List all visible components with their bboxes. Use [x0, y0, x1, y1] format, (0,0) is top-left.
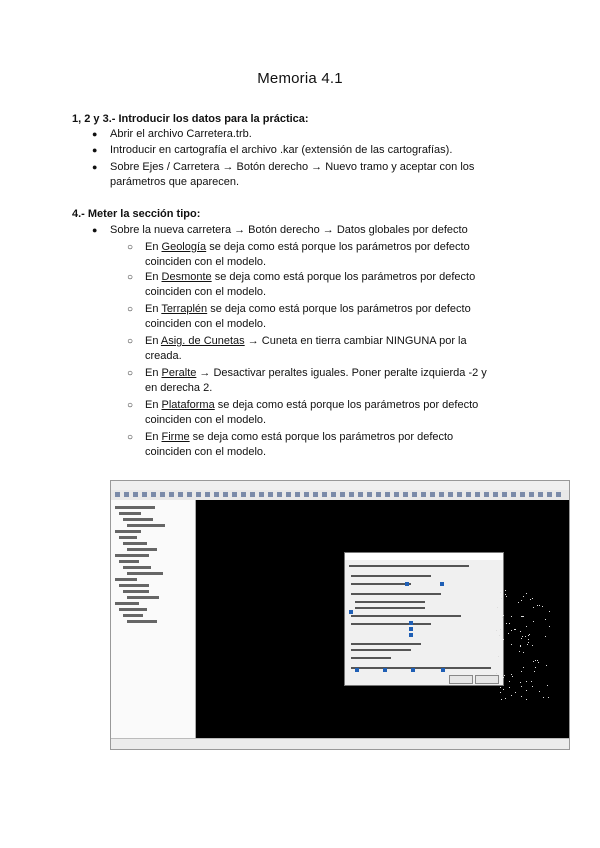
tree-node: [115, 602, 139, 605]
map-point: [501, 598, 502, 599]
toolbar-glyph: [304, 492, 309, 497]
map-point: [520, 645, 521, 646]
sub-item-text: → Cuneta en tierra cambiar NINGUNA por la: [244, 335, 467, 347]
toolbar-glyph: [277, 492, 282, 497]
sub-item-prefix: En: [145, 303, 162, 315]
dialog-titlebar: [345, 553, 503, 560]
map-point: [543, 697, 544, 698]
dialog-button[interactable]: [449, 675, 473, 684]
sub-item-term: Desmonte: [161, 271, 212, 283]
toolbar-glyph: [313, 492, 318, 497]
toolbar-glyph: [394, 492, 399, 497]
map-point: [537, 605, 538, 606]
toolbar-glyph: [286, 492, 291, 497]
checkbox-icon[interactable]: [409, 633, 413, 637]
sub-item-text: se deja como está porque los parámetros por defecto: [211, 271, 476, 283]
toolbar-glyph: [466, 492, 471, 497]
bullet-icon: ●: [92, 225, 98, 235]
sub-item-term: Plataforma: [161, 399, 215, 411]
list-item-text: Sobre Ejes / Carretera → Botón derecho → Nuevo tramo y aceptar con los: [110, 161, 475, 173]
map-point: [521, 686, 522, 687]
map-point: [526, 593, 527, 594]
toolbar-glyph: [178, 492, 183, 497]
sub-item-text-continued: coinciden con el modelo.: [145, 414, 267, 426]
dialog-text-line: [351, 615, 461, 617]
toolbar-glyph: [196, 492, 201, 497]
tree-node: [127, 572, 163, 575]
map-point: [539, 691, 540, 692]
map-point: [512, 676, 513, 677]
map-point: [531, 681, 532, 682]
toolbar-glyph: [232, 492, 237, 497]
map-point: [520, 631, 521, 632]
sub-item-text: se deja como está porque los parámetros por defecto: [189, 431, 454, 443]
map-point: [546, 665, 547, 666]
sub-item-text: se deja como está porque los parámetros por defecto: [206, 241, 470, 253]
circle-bullet-icon: ○: [127, 432, 134, 443]
toolbar-glyph: [241, 492, 246, 497]
dialog-text-line: [351, 643, 421, 645]
map-point: [545, 619, 546, 620]
embedded-screenshot: [110, 480, 570, 750]
toolbar-glyph: [250, 492, 255, 497]
sub-item-text-continued: coinciden con el modelo.: [145, 256, 267, 268]
map-point: [509, 687, 510, 688]
sub-item-term: Firme: [161, 431, 190, 443]
map-point: [533, 661, 534, 662]
toolbar-glyph: [457, 492, 462, 497]
checkbox-icon[interactable]: [405, 582, 409, 586]
list-item-text: Sobre la nueva carretera → Botón derecho → Datos globales por defecto: [110, 224, 468, 236]
toolbar-glyph: [259, 492, 264, 497]
map-point: [521, 696, 522, 697]
list-item: [92, 127, 530, 142]
map-point: [532, 645, 533, 646]
sub-item-prefix: En: [145, 241, 162, 253]
map-point: [504, 675, 505, 676]
sub-list-item: [127, 334, 515, 364]
sub-item-text-continued: coinciden con el modelo.: [145, 286, 267, 298]
toolbar-glyph: [367, 492, 372, 497]
tree-node: [123, 518, 153, 521]
sub-item-prefix: En: [145, 335, 161, 347]
map-point: [542, 606, 543, 607]
toolbar-glyph: [421, 492, 426, 497]
toolbar-glyph: [322, 492, 327, 497]
sub-item-text: se deja como está porque los parámetros por defecto: [214, 399, 479, 411]
map-point: [530, 599, 531, 600]
dialog-text-line: [351, 649, 411, 651]
map-point: [503, 615, 504, 616]
toolbar-glyph: [502, 492, 507, 497]
toolbar-glyph: [268, 492, 273, 497]
toolbar-glyph: [340, 492, 345, 497]
toolbar-glyph: [124, 492, 129, 497]
tree-node: [119, 512, 141, 515]
dialog-button[interactable]: [475, 675, 499, 684]
map-point: [537, 660, 538, 661]
dialog-text-line: [351, 575, 431, 577]
map-point: [548, 697, 549, 698]
bullet-icon: ●: [92, 162, 98, 172]
toolbar-glyph: [484, 492, 489, 497]
tree-node: [115, 578, 137, 581]
map-point: [498, 656, 499, 657]
sub-list-item: [127, 240, 515, 270]
map-point: [503, 639, 504, 640]
toolbar-glyph: [169, 492, 174, 497]
bullet-icon: ●: [92, 129, 98, 139]
dialog-text-line: [351, 583, 411, 585]
list-item: [92, 143, 530, 158]
global-data-dialog: [344, 552, 504, 686]
map-point: [529, 634, 530, 635]
tree-node: [119, 536, 137, 539]
map-point: [511, 616, 512, 617]
map-point: [496, 630, 497, 631]
map-point: [522, 636, 523, 637]
map-point: [535, 660, 536, 661]
map-point: [506, 596, 507, 597]
sub-item-term: Asig. de Cunetas: [160, 335, 245, 347]
map-point: [521, 638, 522, 639]
list-item-text: Introducir en cartografía el archivo .kar (extensión de las cartografías).: [110, 144, 453, 156]
map-point: [503, 689, 504, 690]
map-point: [547, 685, 548, 686]
sub-item-text-continued: coinciden con el modelo.: [145, 318, 267, 330]
map-point: [515, 692, 516, 693]
map-point: [500, 629, 501, 630]
dialog-text-line: [355, 607, 425, 609]
list-item: [92, 223, 530, 238]
map-point: [521, 600, 522, 601]
checkbox-icon[interactable]: [349, 610, 353, 614]
circle-bullet-icon: ○: [127, 242, 134, 253]
sub-item-text-continued: en derecha 2.: [145, 382, 213, 394]
map-point: [515, 629, 516, 630]
map-point: [549, 626, 550, 627]
map-point: [506, 623, 507, 624]
map-point: [514, 629, 515, 630]
toolbar-glyph: [403, 492, 408, 497]
tree-node: [119, 584, 149, 587]
toolbar-glyph: [520, 492, 525, 497]
sub-item-text-continued: creada.: [145, 350, 182, 362]
list-item-text: Abrir el archivo Carretera.trb.: [110, 128, 252, 140]
checkbox-icon[interactable]: [440, 582, 444, 586]
toolbar-glyph: [205, 492, 210, 497]
checkbox-icon[interactable]: [411, 668, 415, 672]
toolbar-glyph: [133, 492, 138, 497]
sub-item-prefix: En: [145, 399, 162, 411]
map-point: [532, 598, 533, 599]
map-point: [523, 652, 524, 653]
map-point: [545, 636, 546, 637]
toolbar-glyph: [439, 492, 444, 497]
map-point: [503, 677, 504, 678]
map-point: [505, 590, 506, 591]
map-point: [499, 635, 500, 636]
tree-node: [127, 620, 157, 623]
bullet-icon: ●: [92, 145, 98, 155]
toolbar-glyph: [430, 492, 435, 497]
tree-node: [123, 590, 149, 593]
circle-bullet-icon: ○: [127, 304, 134, 315]
app-titlebar: [111, 481, 570, 490]
dialog-text-line: [351, 667, 491, 669]
dialog-text-line: [355, 601, 425, 603]
map-point: [526, 699, 527, 700]
drawing-canvas: [196, 500, 569, 738]
toolbar-glyph: [538, 492, 543, 497]
map-point: [535, 667, 536, 668]
checkbox-icon[interactable]: [409, 627, 413, 631]
map-point: [502, 617, 503, 618]
map-point: [518, 602, 519, 603]
sub-item-term: Terraplén: [161, 303, 208, 315]
map-point: [528, 639, 529, 640]
map-point: [501, 699, 502, 700]
dialog-text-line: [349, 565, 469, 567]
toolbar-glyph: [511, 492, 516, 497]
toolbar-glyph: [151, 492, 156, 497]
toolbar-glyph: [331, 492, 336, 497]
map-point: [526, 690, 527, 691]
sub-item-prefix: En: [145, 431, 162, 443]
toolbar-glyph: [556, 492, 561, 497]
circle-bullet-icon: ○: [127, 336, 134, 347]
map-point: [497, 607, 498, 608]
map-point: [549, 611, 550, 612]
map-point: [509, 681, 510, 682]
sub-item-term: Peralte: [161, 367, 197, 379]
map-point: [523, 596, 524, 597]
sub-item-prefix: En: [145, 271, 162, 283]
toolbar-glyph: [160, 492, 165, 497]
toolbar-glyph: [448, 492, 453, 497]
map-point: [522, 616, 523, 617]
list-item-continued: [110, 175, 530, 190]
tree-node: [123, 542, 147, 545]
page-title: Memoria 4.1: [257, 70, 343, 87]
tree-node: [119, 560, 139, 563]
map-point: [533, 607, 534, 608]
tree-node: [115, 554, 149, 557]
map-point: [500, 687, 501, 688]
checkbox-icon[interactable]: [441, 668, 445, 672]
section-2-heading: 4.- Meter la sección tipo:: [72, 208, 201, 220]
tree-node: [127, 596, 159, 599]
toolbar-glyph: [349, 492, 354, 497]
sub-item-text: se deja como está porque los parámetros por defecto: [207, 303, 471, 315]
map-point: [505, 698, 506, 699]
sub-item-text-continued: coinciden con el modelo.: [145, 446, 267, 458]
map-point: [527, 644, 528, 645]
toolbar-glyph: [214, 492, 219, 497]
project-tree-panel: [111, 500, 196, 738]
map-point: [508, 633, 509, 634]
tree-node: [115, 506, 155, 509]
circle-bullet-icon: ○: [127, 400, 134, 411]
tree-node: [127, 548, 157, 551]
toolbar-glyph: [385, 492, 390, 497]
sub-list-item: [127, 430, 515, 460]
sub-item-prefix: En: [145, 367, 162, 379]
map-point: [523, 667, 524, 668]
toolbar-glyph: [529, 492, 534, 497]
map-point: [511, 630, 512, 631]
map-point: [519, 651, 520, 652]
tree-node: [123, 614, 143, 617]
map-point: [525, 636, 526, 637]
map-point: [509, 623, 510, 624]
map-point: [534, 671, 535, 672]
map-point: [521, 671, 522, 672]
map-point: [505, 594, 506, 595]
circle-bullet-icon: ○: [127, 368, 134, 379]
dialog-text-line: [351, 657, 391, 659]
sub-list-item: [127, 270, 515, 300]
map-point: [533, 621, 534, 622]
map-point: [511, 644, 512, 645]
toolbar-glyph: [547, 492, 552, 497]
list-item: [92, 160, 530, 175]
dialog-text-line: [351, 593, 441, 595]
map-point: [526, 681, 527, 682]
toolbar-glyph: [475, 492, 480, 497]
map-point: [520, 646, 521, 647]
map-point: [511, 695, 512, 696]
map-point: [526, 626, 527, 627]
sub-item-text: → Desactivar peraltes iguales. Poner peralte izquierda -2 y: [196, 367, 487, 379]
map-point: [500, 592, 501, 593]
map-point: [520, 682, 521, 683]
toolbar-glyph: [412, 492, 417, 497]
toolbar-glyph: [142, 492, 147, 497]
toolbar-glyph: [358, 492, 363, 497]
toolbar-glyph: [115, 492, 120, 497]
list-item-text: parámetros que aparecen.: [110, 176, 240, 188]
map-point: [538, 662, 539, 663]
toolbar-glyph: [223, 492, 228, 497]
toolbar-glyph: [376, 492, 381, 497]
sub-list-item: [127, 302, 515, 332]
sub-item-term: Geología: [161, 241, 207, 253]
map-point: [532, 686, 533, 687]
map-point: [511, 674, 512, 675]
checkbox-icon[interactable]: [383, 668, 387, 672]
map-point: [523, 616, 524, 617]
toolbar-glyph: [187, 492, 192, 497]
checkbox-icon[interactable]: [355, 668, 359, 672]
dialog-text-line: [351, 623, 431, 625]
status-bar: [111, 738, 569, 750]
toolbar-glyph: [493, 492, 498, 497]
map-point: [539, 605, 540, 606]
map-point: [528, 635, 529, 636]
sub-list-item: [127, 398, 515, 428]
map-point: [500, 692, 501, 693]
toolbar-glyph: [295, 492, 300, 497]
map-point: [528, 642, 529, 643]
tree-node: [115, 530, 141, 533]
tree-node: [123, 566, 151, 569]
section-1-heading: 1, 2 y 3.- Introducir los datos para la práctica:: [72, 113, 309, 125]
sub-list-item: [127, 366, 515, 396]
tree-node: [119, 608, 147, 611]
checkbox-icon[interactable]: [409, 621, 413, 625]
circle-bullet-icon: ○: [127, 272, 134, 283]
map-point: [496, 673, 497, 674]
tree-node: [127, 524, 165, 527]
